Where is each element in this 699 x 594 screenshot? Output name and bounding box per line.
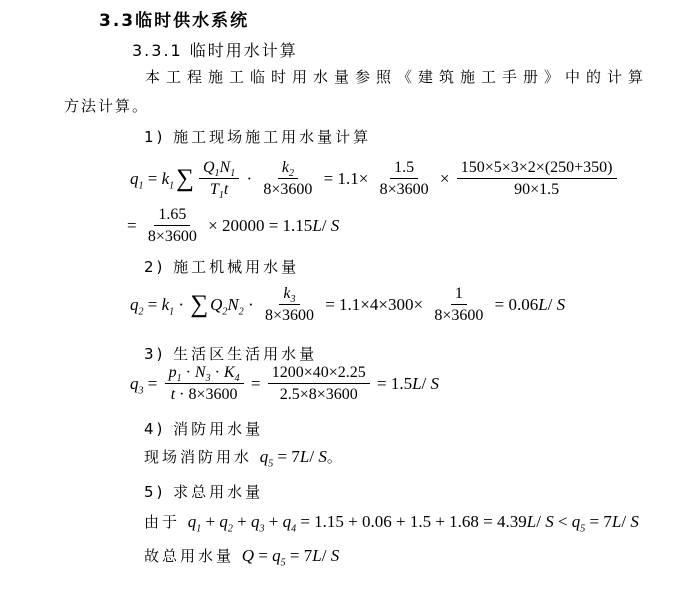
fraction	[430, 285, 487, 325]
math-token: =	[143, 169, 162, 188]
fraction-denominator	[259, 179, 316, 199]
math-token: ∑	[190, 291, 209, 319]
intro-paragraph-line-1: 本工程施工临时用水量参照《建筑施工手册》中的计算	[145, 68, 650, 86]
math-token: t	[223, 181, 229, 198]
math-token: +	[232, 511, 251, 531]
math-token: = 7	[273, 446, 300, 466]
math-token: ·	[242, 169, 257, 188]
fraction	[199, 159, 239, 202]
fraction	[376, 159, 433, 199]
formula-q1-line1	[130, 159, 620, 202]
math-token: $k_3$	[283, 285, 296, 306]
fraction-denominator	[376, 179, 433, 199]
math-token: =	[143, 374, 162, 393]
math-token: S	[556, 295, 566, 314]
math-token: 1.65	[158, 206, 187, 223]
math-token: =	[254, 545, 273, 565]
fraction-numerator	[278, 159, 298, 179]
math-token: /	[321, 216, 331, 235]
math-token: $N_2$	[227, 295, 244, 318]
math-token: ·	[174, 295, 189, 314]
fraction-numerator	[268, 364, 370, 384]
section-heading: 3.3临时供水系统	[99, 11, 250, 31]
math-token: 150×5×3×2×(250+350)	[460, 159, 613, 176]
math-token: /	[621, 511, 631, 531]
fraction-denominator	[430, 305, 487, 325]
formula-total-result	[144, 545, 339, 566]
math-token: ·	[243, 295, 258, 314]
fraction	[259, 159, 316, 199]
math-token: = 1.1×4×300×	[320, 295, 428, 314]
math-token: $T_1$	[209, 181, 224, 202]
math-token: /	[309, 446, 319, 466]
math-token: 由于	[144, 513, 188, 531]
math-token: $q_5$	[259, 446, 274, 469]
fraction-denominator	[206, 179, 232, 202]
fraction-numerator	[154, 206, 190, 226]
math-token: /	[421, 374, 431, 393]
math-token: 8×3600	[379, 181, 429, 198]
math-token: L	[538, 295, 548, 314]
math-token: $q_5$	[272, 545, 286, 568]
math-token: t	[170, 386, 176, 403]
math-token: S	[630, 511, 639, 531]
formula-q2	[130, 285, 565, 325]
fraction	[457, 159, 617, 199]
math-token: S	[330, 216, 340, 235]
math-token: 8×3600	[147, 228, 197, 245]
math-token: +	[264, 511, 283, 531]
math-token: $Q_2$	[210, 295, 228, 318]
math-token: S	[430, 374, 440, 393]
fraction	[268, 364, 370, 404]
math-token: $q_5$	[571, 511, 586, 534]
math-token: 8×3600	[264, 307, 314, 324]
fraction	[261, 285, 318, 325]
math-token: ·	[210, 364, 224, 381]
fraction	[165, 364, 244, 404]
math-token: /	[536, 511, 546, 531]
math-token: Q	[241, 545, 255, 565]
math-token: S	[318, 446, 327, 466]
math-token: 故总用水量	[144, 547, 242, 565]
math-token: = 7	[585, 511, 612, 531]
math-token: <	[553, 511, 572, 531]
math-token: 8×3600	[263, 181, 313, 198]
fraction-numerator	[390, 159, 418, 179]
list-item-5-total-water: 5) 求总用水量	[144, 483, 264, 501]
math-token: = 1.1×	[319, 169, 373, 188]
math-token: × 20000 = 1.15	[203, 216, 313, 235]
math-token: L	[312, 216, 322, 235]
subsection-heading: 3.3.1 临时用水计算	[132, 41, 298, 60]
fraction-denominator	[510, 179, 563, 199]
fraction-denominator	[144, 226, 201, 246]
math-token: S	[545, 511, 554, 531]
math-token: 8×3600	[434, 307, 484, 324]
formula-q1-line2	[127, 206, 339, 246]
math-token: ·	[181, 364, 195, 381]
math-token: $q_1$	[187, 511, 202, 534]
math-token: L	[299, 446, 310, 466]
list-item-3-living-area-water: 3) 生活区生活用水量	[144, 345, 318, 363]
math-token: 1.5	[394, 159, 415, 176]
math-token: $q_3$	[130, 374, 144, 397]
math-token: L	[611, 511, 622, 531]
math-token: $k_2$	[281, 159, 294, 180]
math-token: 2.5×8×3600	[279, 386, 358, 403]
math-token: $Q_1$	[202, 159, 220, 180]
math-token: 90×1.5	[514, 181, 560, 198]
math-token: $q_2$	[219, 511, 233, 534]
math-token: = 1.5	[372, 374, 413, 393]
math-token: 8×3600	[188, 386, 238, 403]
math-token: =	[127, 216, 141, 235]
math-token: $q_2$	[130, 295, 144, 318]
formula-q3	[130, 364, 439, 404]
fraction-numerator	[199, 159, 239, 179]
fraction	[144, 206, 201, 246]
math-token: $K_4$	[223, 364, 240, 385]
math-token: ×	[435, 169, 454, 188]
list-item-1-construction-site-water: 1) 施工现场施工用水量计算	[144, 128, 372, 146]
math-token: $k_1$	[161, 295, 175, 318]
math-token: /	[321, 545, 331, 565]
math-token: ·	[175, 386, 189, 403]
math-token: L	[412, 374, 422, 393]
formula-fire-water	[144, 446, 345, 467]
math-token: = 1.15 + 0.06 + 1.5 + 1.68 = 4.39	[296, 511, 527, 531]
list-item-4-fire-water: 4) 消防用水量	[144, 420, 264, 438]
list-item-2-machinery-water: 2) 施工机械用水量	[144, 258, 300, 276]
fraction-numerator	[451, 285, 467, 305]
math-token: 现场消防用水	[144, 448, 260, 466]
formula-total-comparison	[144, 511, 639, 532]
fraction-numerator	[457, 159, 617, 179]
math-token: $q_1$	[130, 169, 144, 192]
math-token: $N_1$	[219, 159, 236, 180]
math-token: L	[526, 511, 537, 531]
fraction-numerator	[279, 285, 299, 305]
math-token: ∑	[176, 165, 194, 193]
fraction-denominator	[261, 305, 318, 325]
math-token: S	[330, 545, 340, 565]
fraction-numerator	[165, 364, 244, 384]
math-token: $q_3$	[250, 511, 265, 534]
math-token: 。	[326, 448, 345, 466]
math-token: =	[143, 295, 162, 314]
fraction-denominator	[276, 384, 362, 404]
fraction-denominator	[167, 384, 242, 404]
math-token: /	[547, 295, 557, 314]
math-token: =	[246, 374, 265, 393]
math-token: 1	[454, 285, 463, 302]
math-token: 1200×40×2.25	[271, 364, 366, 381]
math-token: = 0.06	[490, 295, 539, 314]
math-token: $p_1$	[168, 364, 182, 385]
intro-paragraph-line-2: 方法计算。	[64, 97, 150, 115]
math-token: $q_4$	[282, 511, 297, 534]
math-token: L	[312, 545, 322, 565]
math-token: = 7	[285, 545, 313, 565]
math-token: +	[201, 511, 220, 531]
math-token: $k_1$	[161, 169, 175, 192]
math-token: $N_3$	[194, 364, 211, 385]
